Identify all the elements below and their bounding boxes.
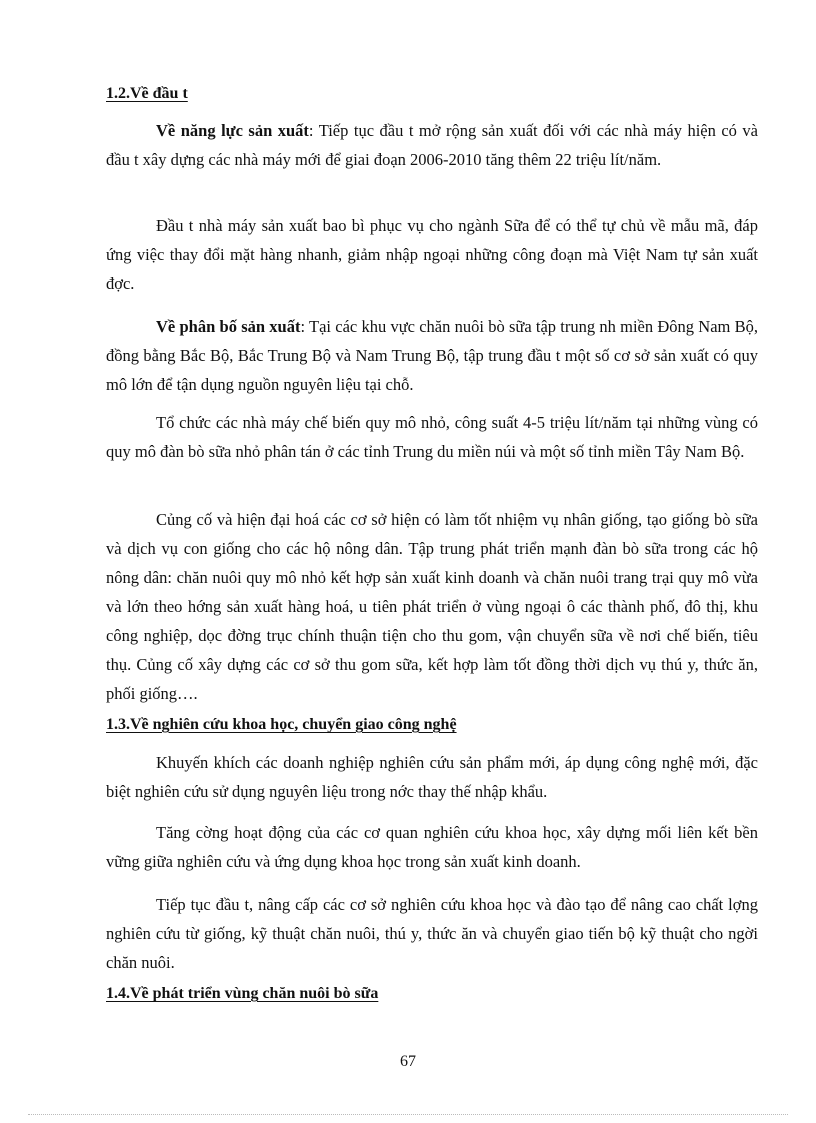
paragraph-production-capacity [106,116,758,174]
paragraph-small-factories [106,408,758,466]
section-heading-investment: 1.2.Về đầu t [106,85,188,102]
paragraph-packaging [106,211,758,298]
paragraph-lead: Về năng lực sản xuất [156,121,309,140]
footer-divider [28,1114,788,1115]
paragraph-text: : Tại các khu vực chăn nuôi bò sữa tập trung nh miền Đông Nam Bộ, đồng bằng Bắc Bộ, Bắc Trung Bộ và Nam Trung Bộ, tập trung đầu t một số cơ sở sản xuất có quy mô lớn để tận dụng nguồn nguyên liệu tại chỗ. [106,317,758,394]
paragraph-text: : Tiếp tục đầu t mở rộng sản xuất đối với các nhà máy hiện có và đầu t xây dựng các nhà máy mới để giai đoạn 2006-2010 tăng thêm 22 triệu lít/năm. [106,121,758,169]
section-heading-dairy-regions: 1.4.Về phát triển vùng chăn nuôi bò sữa [106,985,379,1002]
paragraph-text: Củng cố và hiện đại hoá các cơ sở hiện có làm tốt nhiệm vụ nhân giống, tạo giống bò sữa và dịch vụ con giống cho các hộ nông dân. Tập trung phát triển mạnh đàn bò sữa trong các hộ nông dân: chăn nuôi quy mô nhỏ kết hợp sản xuất kinh doanh và chăn nuôi trang trại quy mô vừa và lớn theo hớng sản xuất hàng hoá, u tiên phát triển ở vùng ngoại ô các thành phố, đô thị, khu công nghiệp, dọc đờng trục chính thuận tiện cho thu gom, vận chuyển sữa về nơi chế biến, tiêu thụ. Củng cố xây dựng các cơ sở thu gom sữa, kết hợp làm tốt đồng thời dịch vụ thú y, thức ăn, phối giống…. [106,510,758,703]
paragraph-research-agencies [106,818,758,876]
paragraph-production-distribution [106,312,758,399]
paragraph-research-encouragement [106,748,758,806]
paragraph-text: Tổ chức các nhà máy chế biến quy mô nhỏ, công suất 4-5 triệu lít/năm tại những vùng có quy mô đàn bò sữa nhỏ phân tán ở các tỉnh Trung du miền núi và một số tỉnh miền Tây Nam Bộ. [106,413,758,461]
paragraph-breeding [106,505,758,708]
paragraph-text: Tăng cờng hoạt động của các cơ quan nghiên cứu khoa học, xây dựng mối liên kết bền vững giữa nghiên cứu và ứng dụng khoa học trong sản xuất kinh doanh. [106,823,758,871]
paragraph-research-upgrade [106,890,758,977]
paragraph-text: Khuyến khích các doanh nghiệp nghiên cứu sản phẩm mới, áp dụng công nghệ mới, đặc biệt nghiên cứu sử dụng nguyên liệu trong nớc thay thế nhập khẩu. [106,753,758,801]
paragraph-text: Tiếp tục đầu t, nâng cấp các cơ sở nghiên cứu khoa học và đào tạo để nâng cao chất lợng nghiên cứu từ giống, kỹ thuật chăn nuôi, thú y, thức ăn và chuyển giao tiến bộ kỹ thuật cho ngời chăn nuôi. [106,895,758,972]
page-number: 67 [400,1053,416,1070]
paragraph-text: Đầu t nhà máy sản xuất bao bì phục vụ cho ngành Sữa để có thể tự chủ về mẫu mã, đáp ứng việc thay đổi mặt hàng nhanh, giảm nhập ngoại những công đoạn mà Việt Nam tự sản xuất đợc. [106,216,758,293]
section-heading-research: 1.3.Về nghiên cứu khoa học, chuyển giao công nghệ [106,716,457,733]
paragraph-lead: Về phân bố sản xuất [156,317,301,336]
